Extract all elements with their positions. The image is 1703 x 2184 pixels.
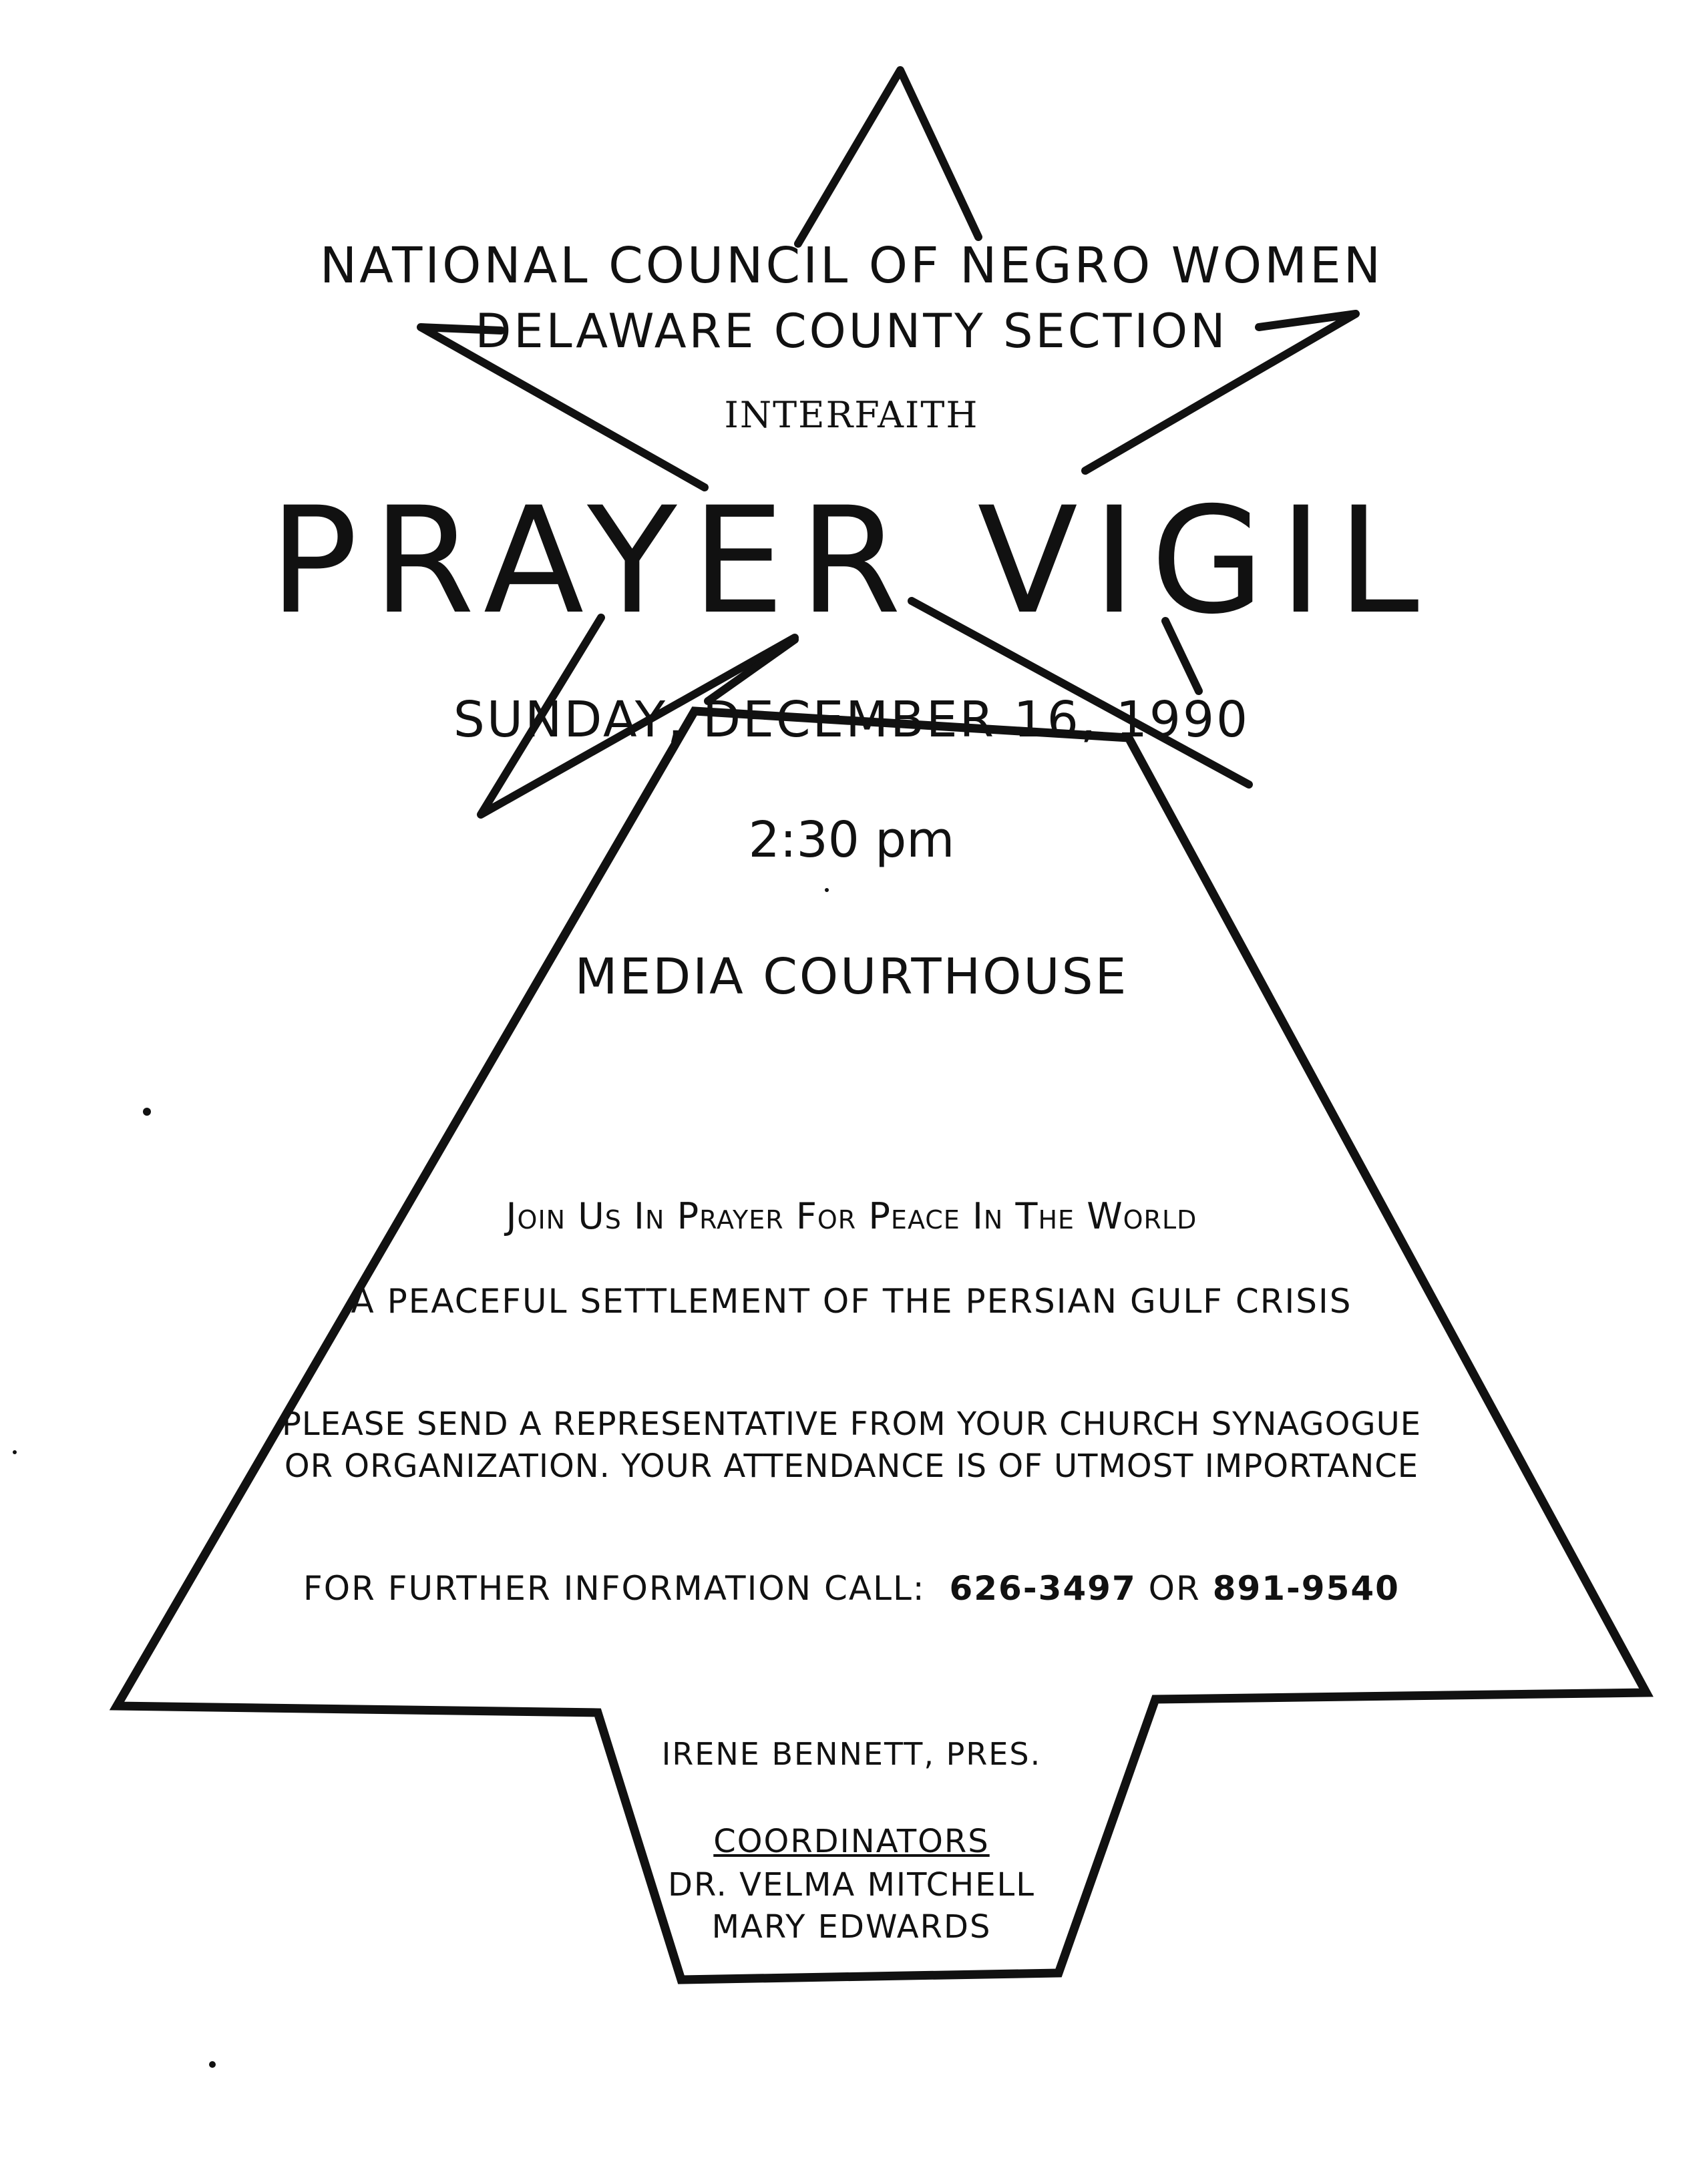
contact-label: FOR FURTHER INFORMATION CALL: <box>303 1569 926 1608</box>
section-name: DELAWARE COUNTY SECTION <box>475 304 1228 359</box>
coordinator-name: DR. VELMA MITCHELL <box>667 1866 1036 1904</box>
event-title: PRAYER VIGIL <box>269 475 1434 646</box>
coordinators-heading: COORDINATORS <box>713 1823 990 1860</box>
phone-number-1: 626-3497 <box>949 1569 1137 1608</box>
phone-number-2: 891-9540 <box>1212 1569 1400 1608</box>
cause-text: A PEACEFUL SETTLEMENT OF THE PERSIAN GULF CRISIS <box>351 1282 1352 1321</box>
contact-line <box>0 1569 1703 1608</box>
event-subtitle: INTERFAITH <box>724 394 979 436</box>
request-line-2: OR ORGANIZATION. YOUR ATTENDANCE IS OF UTMOST IMPORTANCE <box>284 1448 1419 1485</box>
tree-outline-icon <box>117 711 1646 1980</box>
organization-name: NATIONAL COUNCIL OF NEGRO WOMEN <box>319 237 1384 294</box>
event-location: MEDIA COURTHOUSE <box>574 948 1129 1006</box>
president-name: IRENE BENNETT, PRES. <box>661 1736 1042 1772</box>
invitation-text: Join Us In Prayer For Peace In The World <box>506 1195 1197 1237</box>
coordinator-name: MARY EDWARDS <box>711 1908 992 1946</box>
request-line-1: PLEASE SEND A REPRESENTATIVE FROM YOUR CHURCH SYNAGOGUE <box>281 1405 1422 1443</box>
contact-or: OR <box>1148 1569 1201 1608</box>
event-date: SUNDAY, DECEMBER 16, 1990 <box>453 691 1250 748</box>
event-time: 2:30 pm <box>748 811 955 869</box>
